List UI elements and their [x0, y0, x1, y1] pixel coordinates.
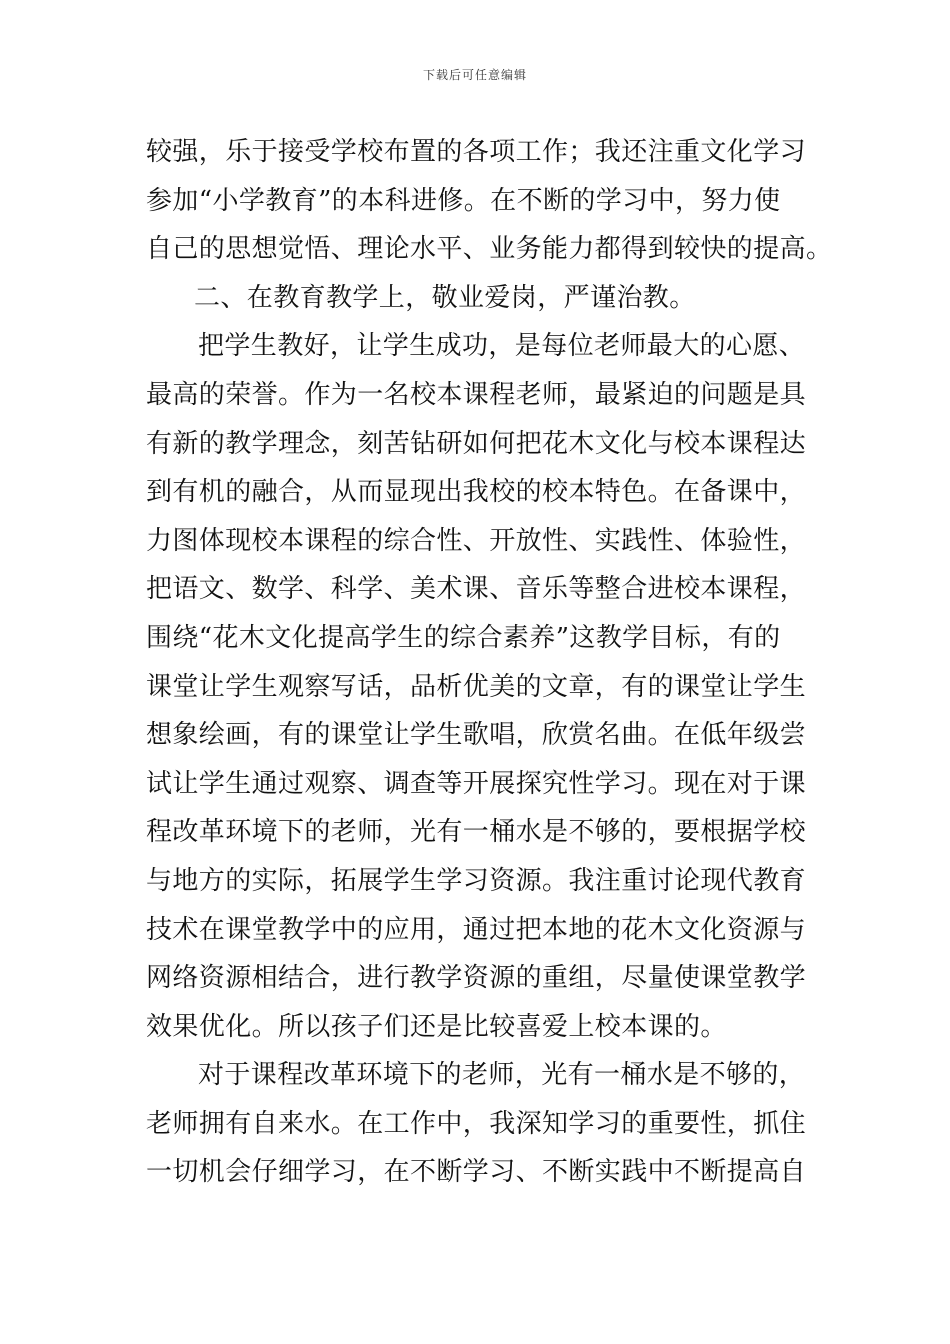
- text-line: 围绕“花木文化提高学生的综合素养”这教学目标，有的: [146, 622, 781, 653]
- header-note: 下载后可任意编辑: [422, 68, 527, 82]
- text-line: 参加“小学教育”的本科进修。在不断的学习中，努力使: [146, 185, 781, 216]
- text-line: 较强，乐于接受学校布置的各项工作；我还注重文化学习: [146, 137, 807, 167]
- text-line: 对于课程改革环境下的老师，光有一桶水是不够的，: [198, 1060, 806, 1091]
- text-line: 课堂让学生观察写话，品析优美的文章，有的课堂让学生: [146, 671, 807, 702]
- body-text: [146, 128, 833, 1197]
- text-line: 效果优化。所以孩子们还是比较喜爱上校本课的。: [146, 1011, 727, 1042]
- text-line: 到有机的融合，从而显现出我校的校本特色。在备课中，: [146, 477, 807, 508]
- text-line: 老师拥有自来水。在工作中，我深知学习的重要性，抓住: [146, 1108, 807, 1139]
- text-line: 想象绘画，有的课堂让学生歌唱，欣赏名曲。在低年级尝: [146, 720, 807, 751]
- text-line: 最高的荣誉。作为一名校本课程老师，最紧迫的问题是具: [146, 379, 807, 410]
- text-line: 把语文、数学、科学、美术课、音乐等整合进校本课程，: [146, 574, 807, 605]
- text-line: 技术在课堂教学中的应用，通过把本地的花木文化资源与: [146, 914, 807, 945]
- text-line: 力图体现校本课程的综合性、开放性、实践性、体验性，: [146, 525, 807, 556]
- text-line: 把学生教好，让学生成功，是每位老师最大的心愿、: [198, 331, 806, 362]
- section-heading: 二、在教育教学上，敬业爱岗，严谨治教。: [194, 282, 696, 313]
- text-line: 网络资源相结合，进行教学资源的重组，尽量使课堂教学: [146, 963, 807, 994]
- text-line: 有新的教学理念，刻苦钻研如何把花木文化与校本课程达: [146, 428, 807, 459]
- text-line: 自己的思想觉悟、理论水平、业务能力都得到较快的提高。: [146, 234, 833, 265]
- text-line: 与地方的实际，拓展学生学习资源。我注重讨论现代教育: [146, 865, 807, 896]
- text-line: 一切机会仔细学习，在不断学习、不断实践中不断提高自: [146, 1157, 807, 1188]
- text-line: 试让学生通过观察、调查等开展探究性学习。现在对于课: [146, 768, 807, 799]
- text-line: 程改革环境下的老师，光有一桶水是不够的，要根据学校: [146, 817, 807, 848]
